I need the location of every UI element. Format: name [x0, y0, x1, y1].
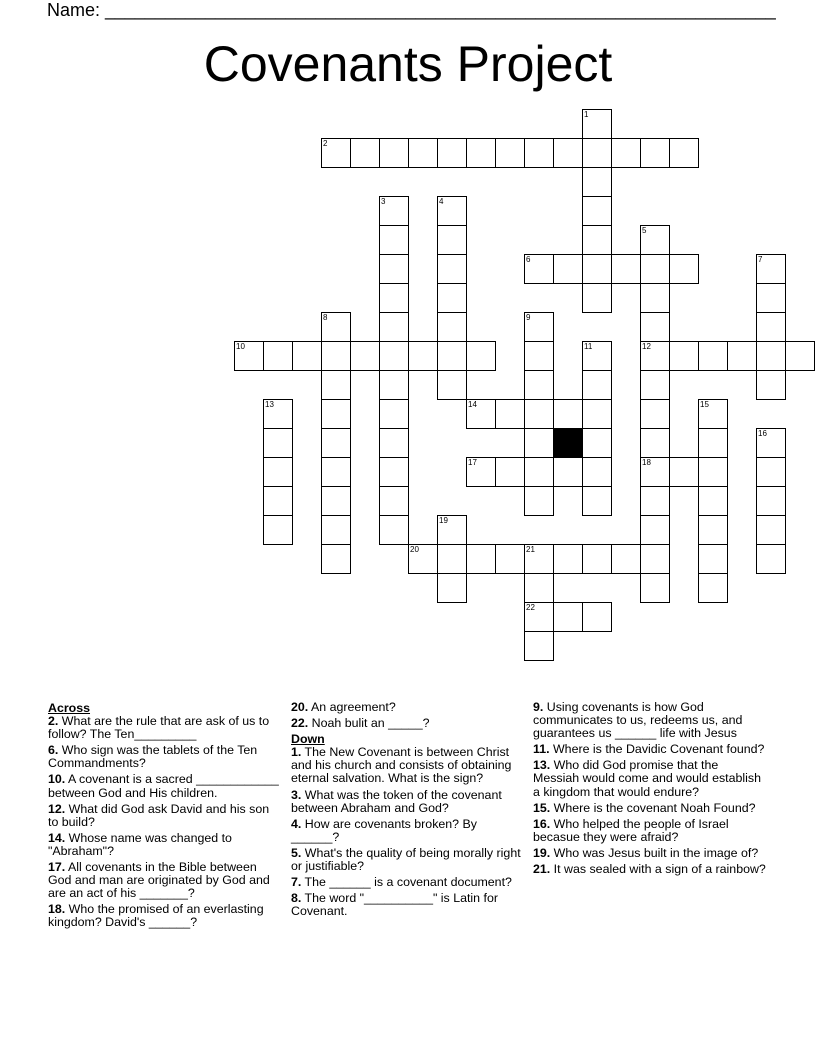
crossword-cell[interactable] [582, 602, 612, 632]
crossword-cell[interactable] [640, 254, 670, 284]
crossword-cell[interactable] [321, 399, 351, 429]
crossword-cell[interactable] [640, 399, 670, 429]
clue-item [533, 759, 767, 798]
clue-text: Who the promised of an everlasting kingdom? David's ______? [48, 902, 264, 930]
crossword-cell[interactable] [350, 341, 380, 371]
crossword-cell[interactable] [582, 457, 612, 487]
clue-number: 5. [291, 845, 302, 860]
down-heading: Down [291, 732, 325, 747]
crossword-cell[interactable] [756, 341, 786, 371]
crossword-cell[interactable] [379, 312, 409, 342]
crossword-cell[interactable] [408, 544, 438, 574]
crossword-cell[interactable] [379, 283, 409, 313]
crossword-cell[interactable] [582, 486, 612, 516]
crossword-cell[interactable] [640, 225, 670, 255]
crossword-cell[interactable] [466, 544, 496, 574]
clue-text: Where is the Davidic Covenant found? [549, 742, 765, 757]
cell-number: 13 [265, 400, 274, 409]
clue-number: 21. [533, 862, 551, 877]
clue-text: The word "__________" is Latin for Covenant. [291, 891, 498, 919]
crossword-cell[interactable] [466, 138, 496, 168]
crossword-cell[interactable] [495, 138, 525, 168]
cell-number: 1 [584, 110, 589, 119]
crossword-cell[interactable] [321, 341, 351, 371]
crossword-cell[interactable] [756, 370, 786, 400]
crossword-cell[interactable] [669, 138, 699, 168]
crossword-cell[interactable] [582, 283, 612, 313]
crossword-cell[interactable] [321, 138, 351, 168]
cell-number: 2 [323, 139, 328, 148]
crossword-cell[interactable] [350, 138, 380, 168]
crossword-cell[interactable] [756, 457, 786, 487]
crossword-cell[interactable] [785, 341, 815, 371]
clue-number: 14. [48, 830, 66, 845]
crossword-cell[interactable] [640, 573, 670, 603]
clue-item [533, 743, 767, 756]
crossword-cell[interactable] [524, 457, 554, 487]
clue-text: What are the rule that are ask of us to follow? The Ten_________ [48, 714, 270, 742]
crossword-cell[interactable] [756, 312, 786, 342]
crossword-cell[interactable] [698, 515, 728, 545]
crossword-cell[interactable] [263, 399, 293, 429]
cell-number: 6 [526, 255, 531, 264]
clue-text: How are covenants broken? By ______? [291, 816, 477, 844]
crossword-cell[interactable] [640, 341, 670, 371]
clue-number: 11. [533, 742, 550, 757]
clue-number: 10. [48, 772, 66, 787]
crossword-cell[interactable] [698, 457, 728, 487]
crossword-cell[interactable] [698, 573, 728, 603]
clue-item [533, 818, 767, 844]
clue-item [291, 876, 523, 889]
crossword-cell[interactable] [640, 544, 670, 574]
clue-text: Who sign was the tablets of the Ten Commandments? [48, 743, 258, 771]
clue-item [533, 802, 767, 815]
crossword-cell[interactable] [437, 312, 467, 342]
crossword-cell[interactable] [669, 457, 699, 487]
clue-column-3 [533, 701, 767, 879]
crossword-cell[interactable] [495, 544, 525, 574]
crossword-cell[interactable] [669, 254, 699, 284]
crossword-cell[interactable] [524, 399, 554, 429]
cell-number: 20 [410, 545, 419, 554]
crossword-cell[interactable] [582, 138, 612, 168]
cell-number: 14 [468, 400, 477, 409]
crossword-cell[interactable] [611, 544, 641, 574]
down-clue-list-continued [533, 701, 767, 876]
across-clue-list [48, 715, 280, 929]
crossword-cell[interactable] [234, 341, 264, 371]
clue-text: Who did God promise that the Messiah would come and would establish a kingdom that would endure? [533, 758, 761, 799]
clue-number: 18. [48, 902, 66, 917]
clue-number: 1. [291, 745, 302, 760]
crossword-cell[interactable] [524, 341, 554, 371]
crossword-cell[interactable] [321, 515, 351, 545]
crossword-cell[interactable] [321, 457, 351, 487]
clue-number: 3. [291, 787, 302, 802]
across-heading: Across [48, 701, 91, 715]
crossword-cell[interactable] [553, 254, 583, 284]
crossword-cell[interactable] [379, 341, 409, 371]
crossword-cell[interactable] [698, 428, 728, 458]
clue-item [533, 847, 767, 860]
crossword-cell[interactable] [292, 341, 322, 371]
crossword-cell[interactable] [640, 283, 670, 313]
crossword-cell[interactable] [379, 399, 409, 429]
crossword-cell[interactable] [495, 399, 525, 429]
crossword-block [553, 428, 583, 458]
clue-item [48, 803, 280, 829]
cell-number: 9 [526, 313, 531, 322]
clue-number: 8. [291, 891, 302, 906]
cell-number: 18 [642, 458, 651, 467]
crossword-cell[interactable] [321, 544, 351, 574]
crossword-cell[interactable] [582, 428, 612, 458]
crossword-cell[interactable] [437, 138, 467, 168]
crossword-cell[interactable] [582, 225, 612, 255]
crossword-cell[interactable] [640, 370, 670, 400]
clue-item [48, 903, 280, 929]
crossword-cell[interactable] [582, 544, 612, 574]
cell-number: 3 [381, 197, 386, 206]
crossword-cell[interactable] [466, 457, 496, 487]
crossword-cell[interactable] [756, 515, 786, 545]
clue-number: 2. [48, 714, 59, 729]
clue-column-1 [48, 701, 280, 933]
clue-text: What was the token of the covenant between Abraham and God? [291, 787, 502, 815]
clue-item [48, 715, 280, 741]
crossword-cell[interactable] [437, 544, 467, 574]
crossword-cell[interactable] [524, 486, 554, 516]
crossword-cell[interactable] [756, 254, 786, 284]
crossword-cell[interactable] [495, 457, 525, 487]
crossword-cell[interactable] [379, 254, 409, 284]
clue-text: It was sealed with a sign of a rainbow? [550, 862, 766, 877]
cell-number: 11 [584, 342, 593, 351]
crossword-cell[interactable] [553, 138, 583, 168]
clue-text: The New Covenant is between Christ and his church and consists of obtaining eternal salvation. What is the sign? [291, 745, 512, 786]
crossword-cell[interactable] [582, 399, 612, 429]
crossword-cell[interactable] [698, 486, 728, 516]
crossword-cell[interactable] [524, 254, 554, 284]
cell-number: 7 [758, 255, 763, 264]
crossword-cell[interactable] [437, 573, 467, 603]
cell-number: 22 [526, 603, 535, 612]
crossword-cell[interactable] [582, 196, 612, 226]
crossword-cell[interactable] [379, 196, 409, 226]
clue-text: Who was Jesus built in the image of? [550, 845, 759, 860]
clue-number: 19. [533, 845, 551, 860]
crossword-cell[interactable] [437, 515, 467, 545]
clue-number: 7. [291, 875, 302, 890]
name-field[interactable]: Name: ___________________________________________________________________ [47, 0, 776, 20]
clue-item [48, 744, 280, 770]
crossword-cell[interactable] [466, 399, 496, 429]
cell-number: 12 [642, 342, 651, 351]
crossword-cell[interactable] [524, 631, 554, 661]
crossword-cell[interactable] [321, 428, 351, 458]
crossword-cell[interactable] [553, 602, 583, 632]
crossword-cell[interactable] [321, 312, 351, 342]
clue-number: 17. [48, 860, 66, 875]
clue-item [533, 701, 767, 740]
cell-number: 15 [700, 400, 709, 409]
crossword-cell[interactable] [698, 399, 728, 429]
crossword-cell[interactable] [379, 515, 409, 545]
clue-number: 13. [533, 758, 551, 773]
clue-column-2 [291, 701, 523, 921]
clue-number: 22. [291, 716, 309, 731]
crossword-cell[interactable] [524, 370, 554, 400]
crossword-cell[interactable] [524, 312, 554, 342]
crossword-cell[interactable] [582, 109, 612, 139]
crossword-cell[interactable] [698, 341, 728, 371]
crossword-cell[interactable] [524, 573, 554, 603]
clue-number: 15. [533, 800, 551, 815]
clue-text: Where is the covenant Noah Found? [550, 800, 756, 815]
crossword-cell[interactable] [379, 138, 409, 168]
clue-item [291, 818, 523, 844]
crossword-cell[interactable] [582, 341, 612, 371]
clue-text: Who helped the people of Israel becasue they were afraid? [533, 816, 729, 844]
crossword-cell[interactable] [263, 341, 293, 371]
crossword-cell[interactable] [640, 486, 670, 516]
crossword-cell[interactable] [669, 341, 699, 371]
across-clue-list-continued [291, 701, 523, 730]
clue-item [533, 863, 767, 876]
clue-text: Noah bulit an _____? [308, 716, 430, 731]
crossword-cell[interactable] [727, 341, 757, 371]
clue-number: 16. [533, 816, 551, 831]
crossword-cell[interactable] [379, 457, 409, 487]
clue-number: 12. [48, 801, 66, 816]
crossword-cell[interactable] [553, 399, 583, 429]
crossword-cell[interactable] [466, 341, 496, 371]
clue-item [291, 892, 523, 918]
clue-item [291, 701, 523, 714]
cell-number: 16 [758, 429, 767, 438]
clue-number: 4. [291, 816, 302, 831]
crossword-cell[interactable] [524, 428, 554, 458]
crossword-cell[interactable] [408, 341, 438, 371]
clue-number: 6. [48, 743, 59, 758]
crossword-cell[interactable] [553, 457, 583, 487]
crossword-cell[interactable] [263, 428, 293, 458]
clue-number: 9. [533, 700, 544, 714]
crossword-cell[interactable] [640, 312, 670, 342]
crossword-cell[interactable] [437, 283, 467, 313]
crossword-cell[interactable] [756, 544, 786, 574]
crossword-cell[interactable] [437, 341, 467, 371]
clue-text: What did God ask David and his son to build? [48, 801, 270, 829]
crossword-cell[interactable] [263, 457, 293, 487]
cell-number: 4 [439, 197, 444, 206]
crossword-cell[interactable] [321, 370, 351, 400]
crossword-cell[interactable] [640, 138, 670, 168]
crossword-cell[interactable] [611, 254, 641, 284]
clue-text: What's the quality of being morally right or justifiable? [291, 845, 521, 874]
crossword-cell[interactable] [524, 138, 554, 168]
cell-number: 19 [439, 516, 448, 525]
crossword-cell[interactable] [321, 486, 351, 516]
crossword-cell[interactable] [379, 486, 409, 516]
clue-number: 20. [291, 700, 309, 714]
cell-number: 10 [236, 342, 245, 351]
cell-number: 5 [642, 226, 647, 235]
clue-item [291, 789, 523, 815]
cell-number: 17 [468, 458, 477, 467]
clue-text: An agreement? [308, 700, 396, 714]
crossword-cell[interactable] [698, 544, 728, 574]
crossword-cell[interactable] [379, 370, 409, 400]
clue-item [48, 832, 280, 858]
crossword-cell[interactable] [582, 167, 612, 197]
crossword-cell[interactable] [611, 138, 641, 168]
crossword-cell[interactable] [379, 225, 409, 255]
clue-item [291, 847, 523, 873]
crossword-cell[interactable] [408, 138, 438, 168]
clue-item [48, 773, 280, 799]
crossword-cell[interactable] [640, 457, 670, 487]
crossword-cell[interactable] [756, 486, 786, 516]
crossword-cell[interactable] [756, 428, 786, 458]
crossword-cell[interactable] [437, 370, 467, 400]
clue-text: The ______ is a covenant document? [301, 875, 512, 890]
crossword-cell[interactable] [640, 515, 670, 545]
clue-item [48, 861, 280, 900]
crossword-cell[interactable] [379, 428, 409, 458]
cell-number: 21 [526, 545, 535, 554]
crossword-cell[interactable] [437, 225, 467, 255]
clue-text: Using covenants is how God communicates to us, redeems us, and guarantees us ______ life with Jesus [533, 700, 743, 741]
crossword-cell[interactable] [553, 544, 583, 574]
crossword-cell[interactable] [263, 486, 293, 516]
clue-item [291, 717, 523, 730]
page-title: Covenants Project [203, 36, 613, 92]
cell-number: 8 [323, 313, 328, 322]
crossword-cell[interactable] [756, 283, 786, 313]
crossword-cell[interactable] [640, 428, 670, 458]
crossword-cell[interactable] [437, 254, 467, 284]
clue-text: A covenant is a sacred ____________ between God and His children. [48, 772, 279, 800]
clue-text: Whose name was changed to "Abraham"? [48, 830, 232, 858]
crossword-cell[interactable] [263, 515, 293, 545]
crossword-cell[interactable] [582, 254, 612, 284]
crossword-cell[interactable] [524, 602, 554, 632]
down-clue-list [291, 746, 523, 918]
clue-item [291, 746, 523, 785]
crossword-cell[interactable] [582, 370, 612, 400]
clue-text: All covenants in the Bible between God and man are originated by God and are an act of his _______? [48, 860, 270, 901]
crossword-cell[interactable] [437, 196, 467, 226]
crossword-cell[interactable] [524, 544, 554, 574]
